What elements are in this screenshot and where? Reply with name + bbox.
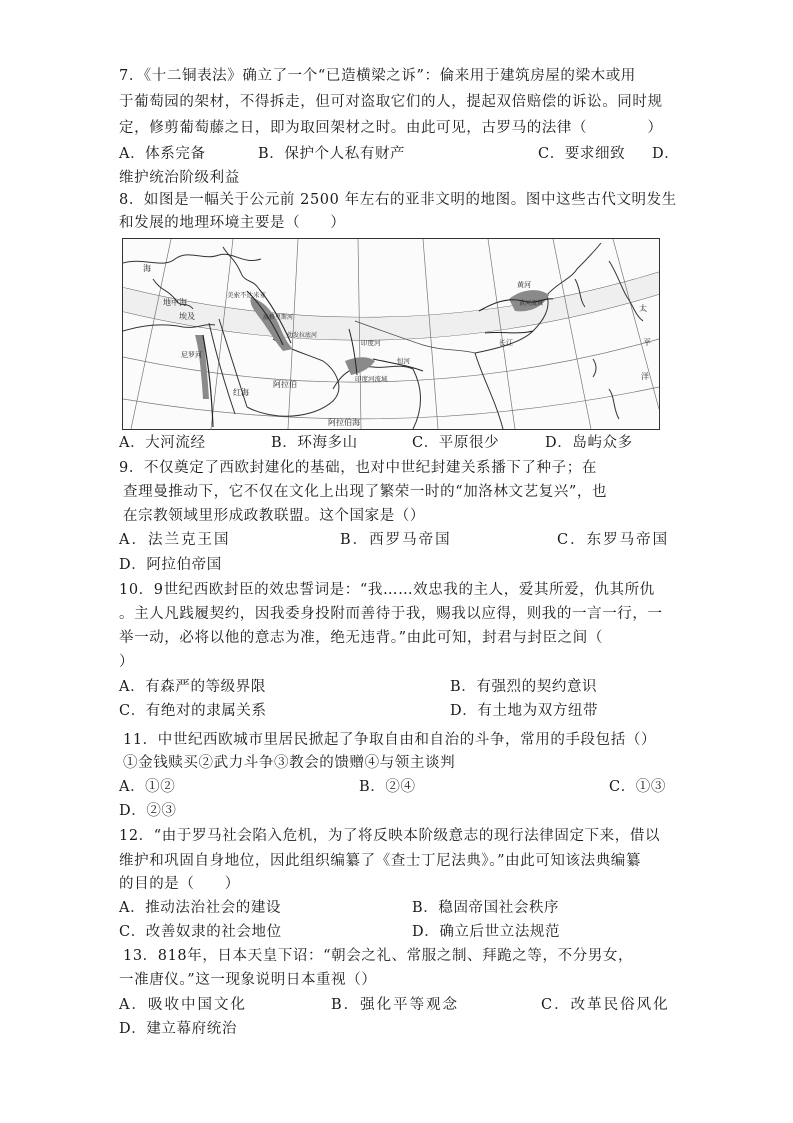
label-arabia: 阿拉伯 xyxy=(273,380,297,389)
q9-line-1: 9．不仅奠定了西欧封建化的基础，也对中世纪封建关系播下了种子；在 xyxy=(119,460,597,476)
q12-line-2: 维护和巩固自身地位，因此组织编纂了《查士丁尼法典》。”由此可知该法典编纂 xyxy=(119,853,642,869)
label-indus-civ: 印度河流域 xyxy=(355,375,388,383)
q8-option-d: D．岛屿众多 xyxy=(545,435,633,451)
q10-option-b: B．有强烈的契约意识 xyxy=(450,679,598,695)
label-yellow-basin: 黄河流域 xyxy=(519,300,544,307)
q9-option-a: A．法兰克王国 xyxy=(119,532,231,548)
q12-option-a: A．推动法治社会的建设 xyxy=(119,900,282,916)
q11-option-a: A．①② xyxy=(119,779,176,795)
label-pacific-1: 太 xyxy=(639,304,647,313)
q9-line-3: 在宗教领域里形成政教联盟。这个国家是（） xyxy=(123,508,425,524)
label-euphrates: 幼发拉底河 xyxy=(287,332,318,339)
q13-option-a: A．吸收中国文化 xyxy=(119,997,247,1013)
q7-option-c: C．要求细致 xyxy=(538,146,626,162)
q8-option-a: A．大河流经 xyxy=(119,435,206,451)
q10-line-1: 10．9世纪西欧封臣的效忠誓词是：“我……效忠我的主人，爱其所爱，仇其所仇 xyxy=(119,582,655,598)
q7-line-1: 7．《十二铜表法》确立了一个“已造横梁之诉”：倫来用于建筑房屋的梁木或用 xyxy=(119,68,636,84)
ancient-civilizations-map xyxy=(122,238,660,430)
q10-line-2: 。主人凡践履契约，因我委身投附而善待于我，赐我以应得，则我的一言一行，一 xyxy=(119,606,663,622)
q11-option-c: C．①③ xyxy=(609,779,666,795)
q13-option-d: D．建立幕府统治 xyxy=(119,1021,237,1037)
q9-option-c: C．东罗马帝国 xyxy=(557,532,670,548)
q9-option-b: B．西罗马帝国 xyxy=(340,532,452,548)
q7-option-d-letter: D． xyxy=(652,146,680,162)
q13-line-1: 13．818年，日本天皇下诏：“朝会之礼、常服之制、拜跪之等，不分男女， xyxy=(123,948,634,964)
label-sea-left: 海 xyxy=(143,264,151,273)
label-ganges: 恒河 xyxy=(397,357,410,365)
q13-line-2: 一准唐仪。”这一现象说明日本重视（） xyxy=(119,972,377,988)
q13-option-c: C．改革民俗风化 xyxy=(541,997,670,1013)
q13-option-b: B．强化平等观念 xyxy=(331,997,460,1013)
label-pacific-2: 平 xyxy=(643,338,651,347)
label-mesopotamia: 美索不达米亚 xyxy=(227,291,266,299)
q10-option-a: A．有森严的等级界限 xyxy=(119,679,266,695)
q8-line-2: 和发展的地理环境主要是（ ） xyxy=(119,215,346,231)
label-egypt: 埃及 xyxy=(179,312,195,321)
q11-line-1: 11．中世纪西欧城市里居民掀起了争取自由和自治的斗争，常用的手段包括（） xyxy=(123,732,657,748)
label-changjiang: 长江 xyxy=(499,339,513,347)
q12-option-b: B．稳固帝国社会秩序 xyxy=(412,900,560,916)
q8-option-b: B．环海多山 xyxy=(271,435,358,451)
label-indus-river: 印度河 xyxy=(361,339,381,347)
q12-option-c: C．改善奴隶的社会地位 xyxy=(119,924,282,940)
q11-option-d: D．②③ xyxy=(119,803,177,819)
q7-line-2: 于葡萄园的架材，不得拆走，但可对盗取它们的人，提起双倍赔偿的诉讼。同时规 xyxy=(119,94,663,110)
label-red-sea: 红海 xyxy=(233,388,249,397)
label-mediterranean: 地中海 xyxy=(163,298,187,307)
q12-option-d: D．确立后世立法规范 xyxy=(412,924,561,940)
label-huanghe: 黄河 xyxy=(517,281,531,289)
q10-line-4: ） xyxy=(119,654,135,670)
label-nile: 尼罗河 xyxy=(181,351,202,359)
label-arabian-sea: 阿拉伯海 xyxy=(328,418,360,427)
map-graphic xyxy=(123,239,659,429)
q7-option-d-text: 维护统治阶级利益 xyxy=(119,170,240,186)
q11-line-2: ①金钱赎买②武力斗争③教会的馈赠④与领主谈判 xyxy=(123,755,456,771)
q7-option-b: B．保护个人私有财产 xyxy=(258,146,406,162)
q12-line-1: 12．“由于罗马社会陷入危机，为了将反映本阶级意志的现行法律固定下来，借以 xyxy=(119,828,661,844)
q7-line-3: 定，修剪葡萄藤之日，即为取回架材之时。由此可见，古罗马的法律（ ） xyxy=(119,120,663,136)
q9-line-2: 查理曼推动下，它不仅在文化上出现了繁荣一时的“加洛林文艺复兴”，也 xyxy=(123,484,608,500)
label-pacific-3: 洋 xyxy=(641,372,649,381)
q12-line-3: 的目的是（ ） xyxy=(119,876,240,892)
q10-option-c: C．有绝对的隶属关系 xyxy=(119,703,267,719)
q10-line-3: 举一动，必将以他的意志为准，绝无违背。”由此可知，封君与封臣之间（ xyxy=(119,630,603,646)
q11-option-b: B．②④ xyxy=(359,779,416,795)
q10-option-d: D．有土地为双方纽带 xyxy=(450,703,599,719)
q8-option-c: C．平原很少 xyxy=(412,435,500,451)
q7-option-a: A．体系完备 xyxy=(119,146,206,162)
q9-option-d: D．阿拉伯帝国 xyxy=(119,557,222,573)
label-tigris: 底格里斯河 xyxy=(263,314,294,321)
q8-line-1: 8．如图是一幅关于公元前 2500 年左右的亚非文明的地图。图中这些古代文明发生 xyxy=(119,192,677,208)
